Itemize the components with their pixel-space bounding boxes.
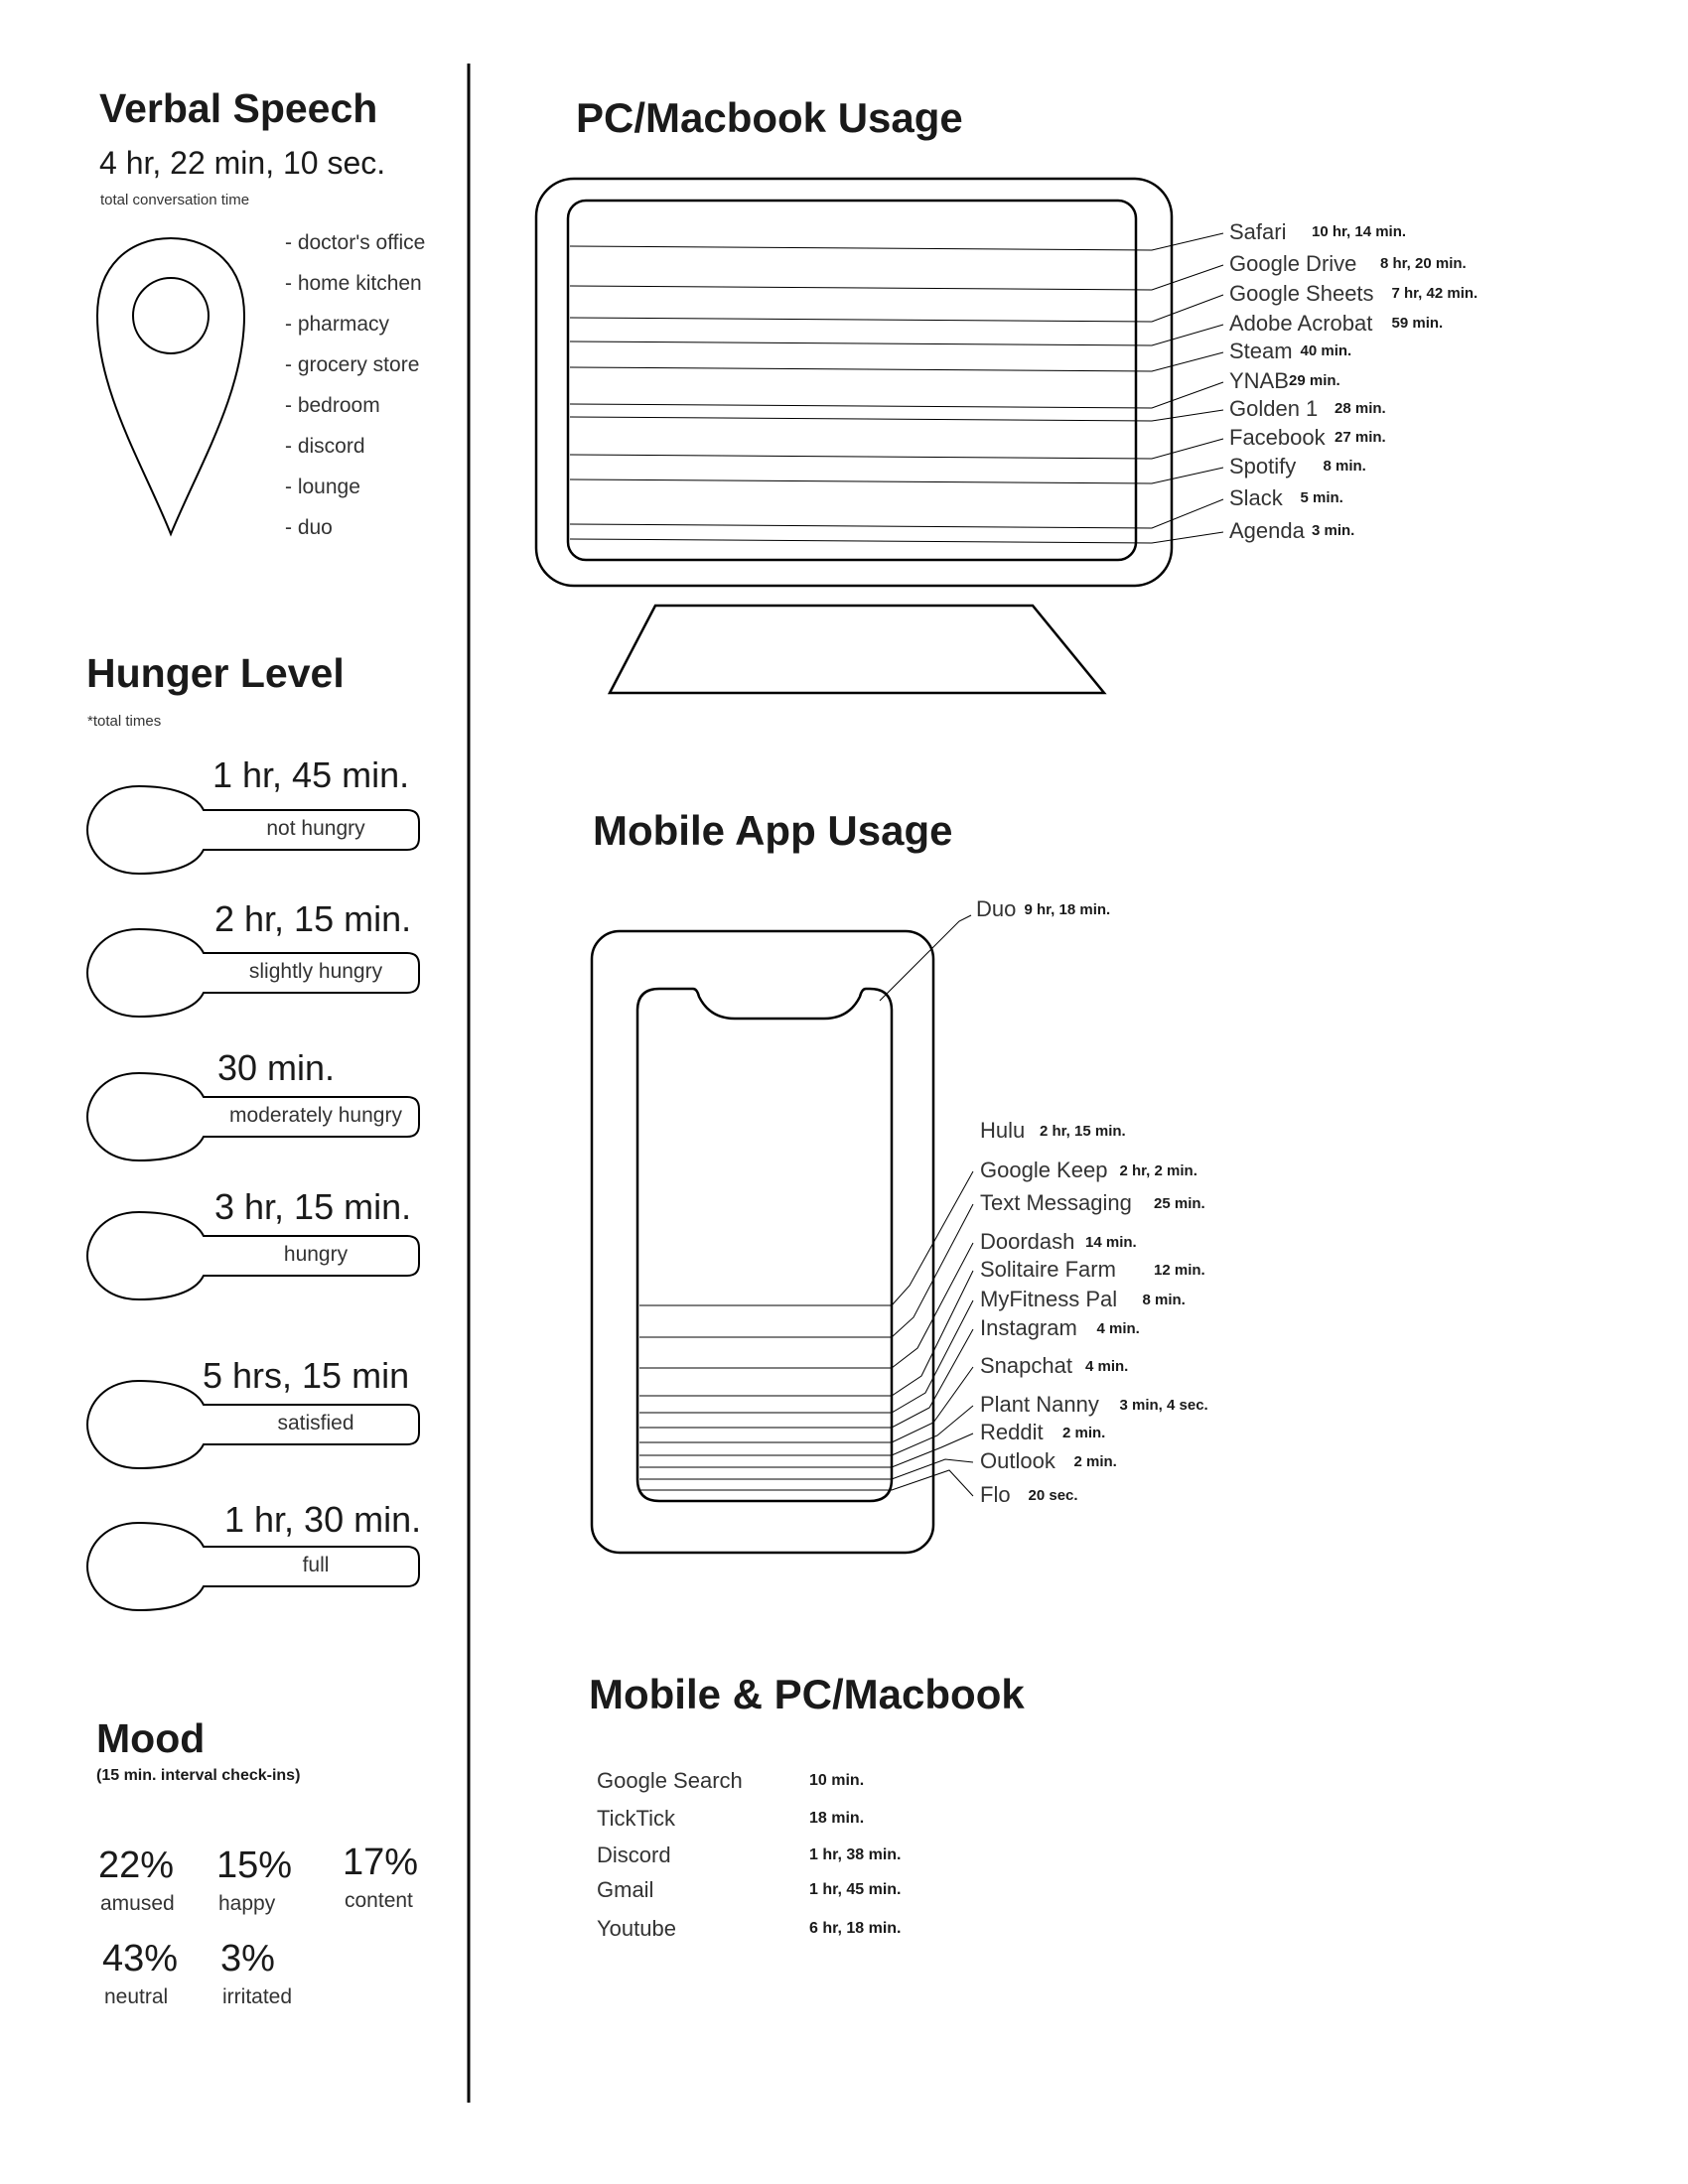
hunger-time: 5 hrs, 15 min (203, 1355, 410, 1396)
verbal-speech-total-label: total conversation time (100, 192, 250, 208)
hunger-time: 2 hr, 15 min. (214, 898, 412, 939)
mobile-app-duration: 12 min. (1154, 1262, 1205, 1279)
pc-app-name: Safari (1229, 219, 1287, 244)
pc-app-duration: 10 hr, 14 min. (1312, 223, 1407, 240)
hunger-time: 1 hr, 30 min. (224, 1499, 422, 1540)
mobile-app-name: Text Messaging (980, 1190, 1132, 1215)
location-item: - lounge (285, 476, 360, 498)
mobile-app-name: Reddit (980, 1420, 1044, 1444)
mobile-usage-line (639, 1470, 973, 1496)
mobile-usage-line (639, 1204, 973, 1337)
hunger-time: 3 hr, 15 min. (214, 1186, 412, 1227)
pc-usage-line (570, 265, 1223, 290)
pc-usage-title: PC/Macbook Usage (576, 94, 963, 141)
mood-title: Mood (96, 1715, 206, 1761)
hunger-label: hungry (283, 1243, 349, 1266)
pc-app-name: YNAB (1229, 368, 1289, 393)
mood-percent: 43% (102, 1938, 179, 1979)
location-item: - pharmacy (285, 313, 390, 336)
mobile-app-duration: 25 min. (1154, 1195, 1205, 1212)
mobile-usage-line (639, 1271, 973, 1396)
location-item: - doctor's office (285, 231, 426, 254)
location-pin-icon (97, 238, 244, 534)
mobile-app-name: Plant Nanny (980, 1392, 1099, 1417)
combined-app-duration: 1 hr, 45 min. (809, 1881, 902, 1898)
phone-icon (592, 931, 933, 1553)
pc-usage-line (570, 352, 1223, 371)
hunger-level-note: *total times (87, 713, 162, 730)
pc-app-name: Golden 1 (1229, 396, 1319, 421)
location-item: - discord (285, 435, 365, 458)
pc-usage-line (570, 439, 1223, 459)
mobile-app-name: Instagram (980, 1315, 1077, 1340)
location-item: - bedroom (285, 394, 380, 417)
mobile-usage-line (639, 1367, 973, 1442)
mobile-app-name: Outlook (980, 1448, 1055, 1473)
pc-app-name: Google Sheets (1229, 281, 1374, 306)
pc-app-name: Slack (1229, 485, 1283, 510)
mobile-app-duration: 2 min. (1073, 1453, 1117, 1470)
verbal-speech-total: 4 hr, 22 min, 10 sec. (99, 145, 386, 181)
combined-app-name: Google Search (597, 1768, 743, 1793)
mood-label: amused (100, 1892, 175, 1915)
combined-app-name: Gmail (597, 1877, 654, 1902)
pc-app-duration: 59 min. (1391, 315, 1444, 332)
pc-usage-line (570, 382, 1223, 408)
mobile-app-name: Hulu (980, 1118, 1026, 1143)
mobile-app-duration: 14 min. (1085, 1234, 1137, 1251)
pc-app-name: Google Drive (1229, 251, 1357, 276)
mobile-app-duration: 2 hr, 2 min. (1119, 1162, 1197, 1179)
mobile-app-duration: 2 min. (1062, 1425, 1106, 1441)
pc-app-name: Adobe Acrobat (1229, 311, 1373, 336)
combined-app-name: Discord (597, 1843, 671, 1867)
pc-usage-line (570, 325, 1223, 345)
combined-app-duration: 6 hr, 18 min. (809, 1920, 902, 1937)
location-item: - duo (285, 516, 333, 539)
hunger-level-title: Hunger Level (86, 650, 345, 696)
pc-app-duration: 5 min. (1300, 489, 1343, 506)
pc-app-name: Facebook (1229, 425, 1326, 450)
mood-percent: 17% (343, 1842, 419, 1883)
combined-app-duration: 1 hr, 38 min. (809, 1846, 902, 1863)
mobile-app-name: Google Keep (980, 1158, 1108, 1182)
pc-app-duration: 3 min. (1312, 522, 1355, 539)
combined-app-duration: 10 min. (809, 1772, 865, 1789)
pc-app-name: Steam (1229, 339, 1293, 363)
pc-usage-line (570, 499, 1223, 528)
hunger-label: satisfied (277, 1412, 354, 1434)
mobile-usage-line (639, 1171, 973, 1305)
pc-app-duration: 7 hr, 42 min. (1391, 285, 1478, 302)
mood-percent: 22% (98, 1844, 175, 1886)
combined-app-duration: 18 min. (809, 1810, 865, 1827)
hunger-label: slightly hungry (248, 960, 383, 983)
pc-usage-line (570, 295, 1223, 322)
mobile-app-duration: 20 sec. (1028, 1487, 1078, 1504)
combined-app-name: TickTick (597, 1806, 676, 1831)
pc-usage-line (570, 233, 1223, 250)
mood-note: (15 min. interval check-ins) (96, 1767, 301, 1784)
mobile-app-name: Snapchat (980, 1353, 1072, 1378)
pc-app-duration: 28 min. (1335, 400, 1386, 417)
mobile-usage-line (639, 1433, 973, 1467)
mood-label: neutral (104, 1985, 169, 2008)
mobile-app-duration: 4 min. (1085, 1358, 1129, 1375)
hunger-label: moderately hungry (229, 1104, 402, 1127)
location-item: - home kitchen (285, 272, 422, 295)
mobile-app-name: Duo (976, 896, 1017, 921)
pc-app-duration: 27 min. (1335, 429, 1386, 446)
hunger-label: full (302, 1554, 330, 1576)
pc-app-duration: 40 min. (1300, 342, 1352, 359)
mobile-usage-title: Mobile App Usage (593, 807, 953, 854)
location-item: - grocery store (285, 353, 420, 376)
mobile-app-duration: 2 hr, 15 min. (1040, 1123, 1126, 1140)
pc-usage-line (570, 410, 1223, 421)
pc-app-duration: 8 min. (1323, 458, 1366, 475)
mobile-app-duration: 4 min. (1096, 1320, 1140, 1337)
pc-app-duration: 8 hr, 20 min. (1380, 255, 1467, 272)
pc-app-name: Spotify (1229, 454, 1297, 478)
monitor-icon (536, 179, 1172, 693)
combined-app-name: Youtube (597, 1916, 676, 1941)
mobile-usage-line (880, 915, 971, 1001)
mobile-app-name: Solitaire Farm (980, 1257, 1116, 1282)
mobile-app-duration: 3 min, 4 sec. (1119, 1397, 1208, 1414)
mobile-app-duration: 8 min. (1142, 1292, 1186, 1308)
verbal-speech-title: Verbal Speech (99, 85, 378, 131)
mobile-app-name: Flo (980, 1482, 1011, 1507)
pc-usage-line (570, 532, 1223, 543)
combined-usage-title: Mobile & PC/Macbook (589, 1671, 1025, 1717)
mood-percent: 3% (220, 1938, 275, 1979)
mobile-app-name: MyFitness Pal (980, 1287, 1118, 1311)
mobile-app-duration: 9 hr, 18 min. (1024, 901, 1111, 918)
pc-usage-line (570, 468, 1223, 483)
hunger-time: 1 hr, 45 min. (212, 754, 410, 795)
mobile-usage-line (639, 1459, 973, 1479)
mood-label: happy (218, 1892, 276, 1915)
pc-app-name: Agenda (1229, 518, 1305, 543)
hunger-time: 30 min. (217, 1047, 336, 1088)
pc-app-duration: 29 min. (1289, 372, 1340, 389)
mood-label: irritated (222, 1985, 293, 2008)
mood-label: content (345, 1889, 413, 1912)
hunger-label: not hungry (266, 817, 365, 840)
mobile-app-name: Doordash (980, 1229, 1075, 1254)
mood-percent: 15% (216, 1844, 293, 1886)
